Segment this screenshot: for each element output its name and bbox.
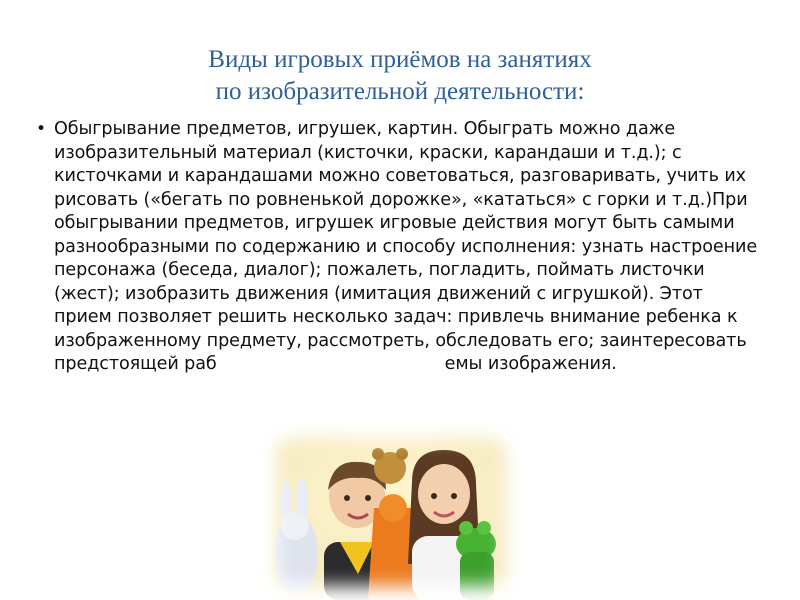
bullet-dot-icon: •: [36, 119, 46, 139]
title-line-2: по изобразительной деятельности:: [215, 78, 585, 105]
title-line-1: Виды игровых приёмов на занятиях: [208, 46, 592, 73]
bullet-text-tail: емы изображения.: [444, 354, 617, 374]
photo-illustration: [262, 424, 520, 600]
bullet-item: [28, 118, 766, 377]
slide-title: [0, 44, 800, 108]
bullet-list: [36, 118, 766, 377]
children-with-puppets-photo: [262, 424, 520, 600]
bullet-text: Обыгрывание предметов, игрушек, картин. Обыграть можно даже изобразительный материал (кисточки, краски, карандаши и т.д.); с кисточками и карандашами можно советоваться, разговаривать, учить их рисовать («бегать по ровненькой дорожке», «кататься» с горки и т.д.)При обыгрывании предметов, игрушек игровые действия могут быть самыми разнообразными по содержанию и способу исполнения: узнать настроение персонажа (беседа, диалог); пожалеть, погладить, поймать листочки (жест); изобразить движения (имитация движений с игрушкой). Этот прием позволяет решить несколько задач: привлечь внимание ребенка к изображенному предмету, рассмотреть, обследовать его; заинтересовать предстоящей раб: [54, 119, 758, 374]
